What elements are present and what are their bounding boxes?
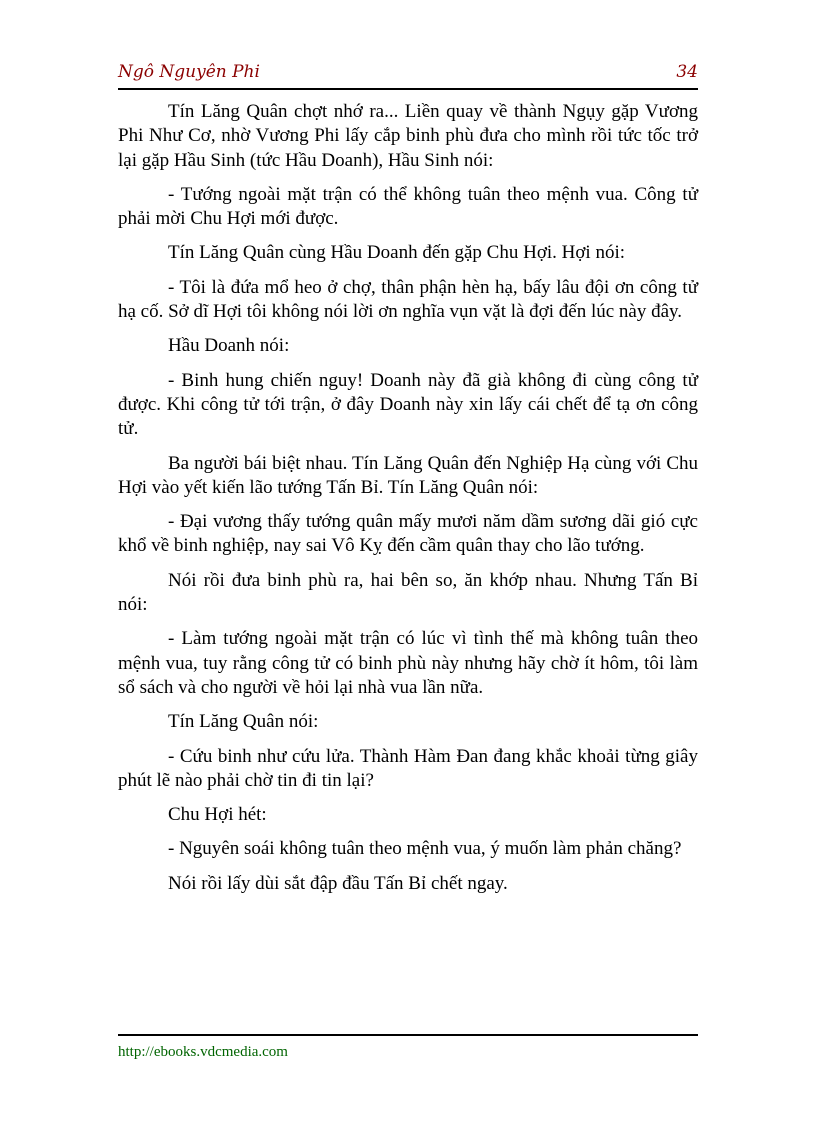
paragraph: - Tướng ngoài mặt trận có thể không tuân theo mệnh vua. Công tử phải mời Chu Hợi mới được.	[118, 183, 698, 230]
paragraph: Hầu Doanh nói:	[168, 335, 290, 357]
paragraph: - Tôi là đứa mổ heo ở chợ, thân phận hèn hạ, bấy lâu đội ơn công tử hạ cố. Sở dĩ Hợi tôi không nói lời ơn nghĩa vụn vặt là đợi đến lúc này đây.	[118, 276, 698, 323]
paragraph: - Cứu binh như cứu lửa. Thành Hàm Đan đang khắc khoải từng giây phút lẽ nào phải chờ tin đi tin lại?	[118, 745, 698, 791]
paragraph: Nói rồi đưa binh phù ra, hai bên so, ăn khớp nhau. Nhưng Tấn Bỉ nói:	[118, 569, 698, 616]
body-text	[118, 100, 698, 906]
paragraph: - Làm tướng ngoài mặt trận có lúc vì tình thế mà không tuân theo mệnh vua, tuy rằng công tử có binh phù này nhưng hãy chờ ít hôm, tôi làm sổ sách và cho người về hỏi lại nhà vua lần nữa.	[118, 628, 698, 698]
paragraph: - Nguyên soái không tuân theo mệnh vua, ý muốn làm phản chăng?	[168, 838, 682, 860]
paragraph: Tín Lăng Quân nói:	[168, 711, 319, 733]
paragraph: Tín Lăng Quân chợt nhớ ra... Liền quay về thành Ngụy gặp Vương Phi Như Cơ, nhờ Vương Phi lấy cắp binh phù đưa cho mình rồi tức tốc trở lại gặp Hầu Sinh (tức Hầu Doanh), Hầu Sinh nói:	[118, 101, 698, 171]
paragraph: Chu Hợi hét:	[168, 804, 267, 826]
header-divider	[118, 88, 698, 90]
header-author: Ngô Nguyên Phi	[118, 62, 260, 82]
paragraph: Ba người bái biệt nhau. Tín Lăng Quân đến Nghiệp Hạ cùng với Chu Hợi vào yết kiến lão tướng Tấn Bỉ. Tín Lăng Quân nói:	[118, 452, 698, 498]
footer-url[interactable]: http://ebooks.vdcmedia.com	[118, 1044, 288, 1060]
paragraph: - Đại vương thấy tướng quân mấy mươi năm dầm sương dãi gió cực khổ về binh nghiệp, nay sai Vô Kỵ đến cầm quân thay cho lão tướng.	[118, 511, 698, 557]
page-header	[118, 62, 698, 88]
footer-divider	[118, 1034, 698, 1036]
paragraph: Nói rồi lấy dùi sắt đập đầu Tấn Bỉ chết ngay.	[168, 872, 508, 894]
paragraph: Tín Lăng Quân cùng Hầu Doanh đến gặp Chu Hợi. Hợi nói:	[168, 242, 626, 264]
header-page-number: 34	[676, 62, 698, 82]
paragraph: - Binh hung chiến nguy! Doanh này đã già không đi cùng công tử được. Khi công tử tới trận, ở đây Doanh này xin lấy cái chết để tạ ơn công tử.	[118, 369, 698, 440]
